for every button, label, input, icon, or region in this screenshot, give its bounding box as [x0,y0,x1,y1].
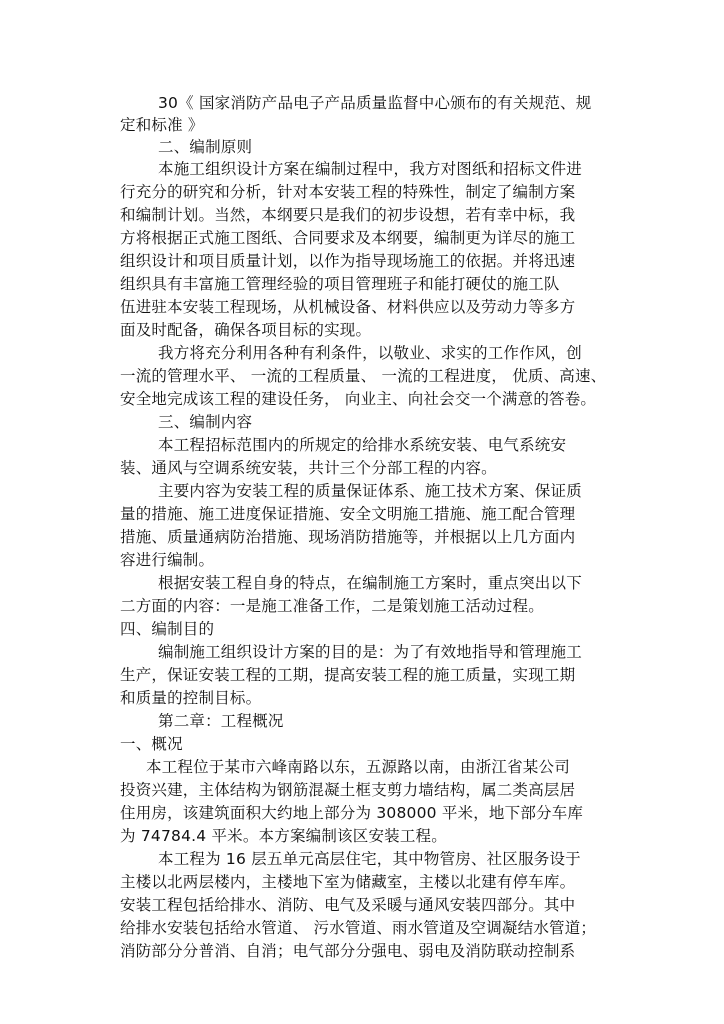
text-line: 装、通风与空调系统安装，共计三个分部工程的内容。 [120,459,497,477]
section-heading: 三、编制内容 [158,413,253,431]
chapter-heading: 第二章：工程概况 [158,712,284,730]
text-line: 根据安装工程自身的特点，在编制施工方案时，重点突出以下 [158,574,582,592]
text-line: 主要内容为安装工程的质量保证体系、施工技术方案、保证质 [158,482,582,500]
text-line: 组织具有丰富施工管理经验的项目管理班子和能打硬仗的施工队 [120,275,560,293]
text-line: 为 74784.4 平米。本方案编制该区安装工程。 [120,827,447,845]
text-line: 伍进驻本安装工程现场，从机械设备、材料供应以及劳动力等多方 [120,298,576,316]
text-line: 本工程位于某市六峰南路以东，五源路以南，由浙江省某公司 [146,758,570,776]
text-line: 给排水安装包括给水管道、 污水管道、雨水管道及空调凝结水管道； [120,919,597,937]
text-line: 编制施工组织设计方案的目的是：为了有效地指导和管理施工 [158,643,582,661]
text-line: 和编制计划。当然，本纲要只是我们的初步设想，若有幸中标，我 [120,206,576,224]
text-line: 住用房，该建筑面积大约地上部分为 308000 平米，地下部分车库 [120,804,584,822]
text-line: 安全地完成该工程的建设任务， 向业主、向社会交一个满意的答卷。 [120,390,597,408]
text-line: 量的措施、施工进度保证措施、安全文明施工措施、施工配合管理 [120,505,576,523]
text-line: 定和标准 》 [120,116,204,134]
text-line: 本工程为 16 层五单元高层住宅，其中物管房、社区服务设于 [158,850,581,868]
text-line: 我方将充分利用各种有利条件，以敬业、求实的工作作风，创 [158,344,582,362]
text-line: 消防部分分普消、自消；电气部分分强电、弱电及消防联动控制系 [120,942,576,960]
text-line: 措施、质量通病防治措施、现场消防措施等，并根据以上几方面内 [120,528,576,546]
text-line: 主楼以北两层楼内，主楼地下室为储藏室，主楼以北建有停车库。 [120,873,576,891]
text-line: 生产，保证安装工程的工期，提高安装工程的施工质量，实现工期 [120,666,576,684]
text-line: 和质量的控制目标。 [120,689,262,707]
text-line: 一流的管理水平、 一流的工程质量、 一流的工程进度， 优质、高速、 [120,367,607,385]
text-line: 投资兴建，主体结构为钢筋混凝土框支剪力墙结构，属二类高层居 [120,781,576,799]
text-line: 行充分的研究和分析，针对本安装工程的特殊性，制定了编制方案 [120,183,576,201]
text-line: 面及时配备，确保各项目标的实现。 [120,321,372,339]
text-line: 本施工组织设计方案在编制过程中，我方对图纸和招标文件进 [158,160,582,178]
text-line: 二方面的内容：一是施工准备工作，二是策划施工活动过程。 [120,597,544,615]
text-line: 安装工程包括给排水、消防、电气及采暖与通风安装四部分。其中 [120,896,576,914]
text-line: 30《 国家消防产品电子产品质量监督中心颁布的有关规范、规 [158,94,592,112]
text-line: 方将根据正式施工图纸、合同要求及本纲要，编制更为详尽的施工 [120,229,576,247]
text-line: 本工程招标范围内的所规定的给排水系统安装、电气系统安 [158,436,567,454]
section-heading: 二、编制原则 [158,138,253,156]
text-line: 容进行编制。 [120,551,215,569]
section-heading: 四、编制目的 [120,620,215,638]
text-line: 组织设计和项目质量计划，以作为指导现场施工的依据。并将迅速 [120,252,576,270]
section-heading: 一、概况 [120,735,183,753]
